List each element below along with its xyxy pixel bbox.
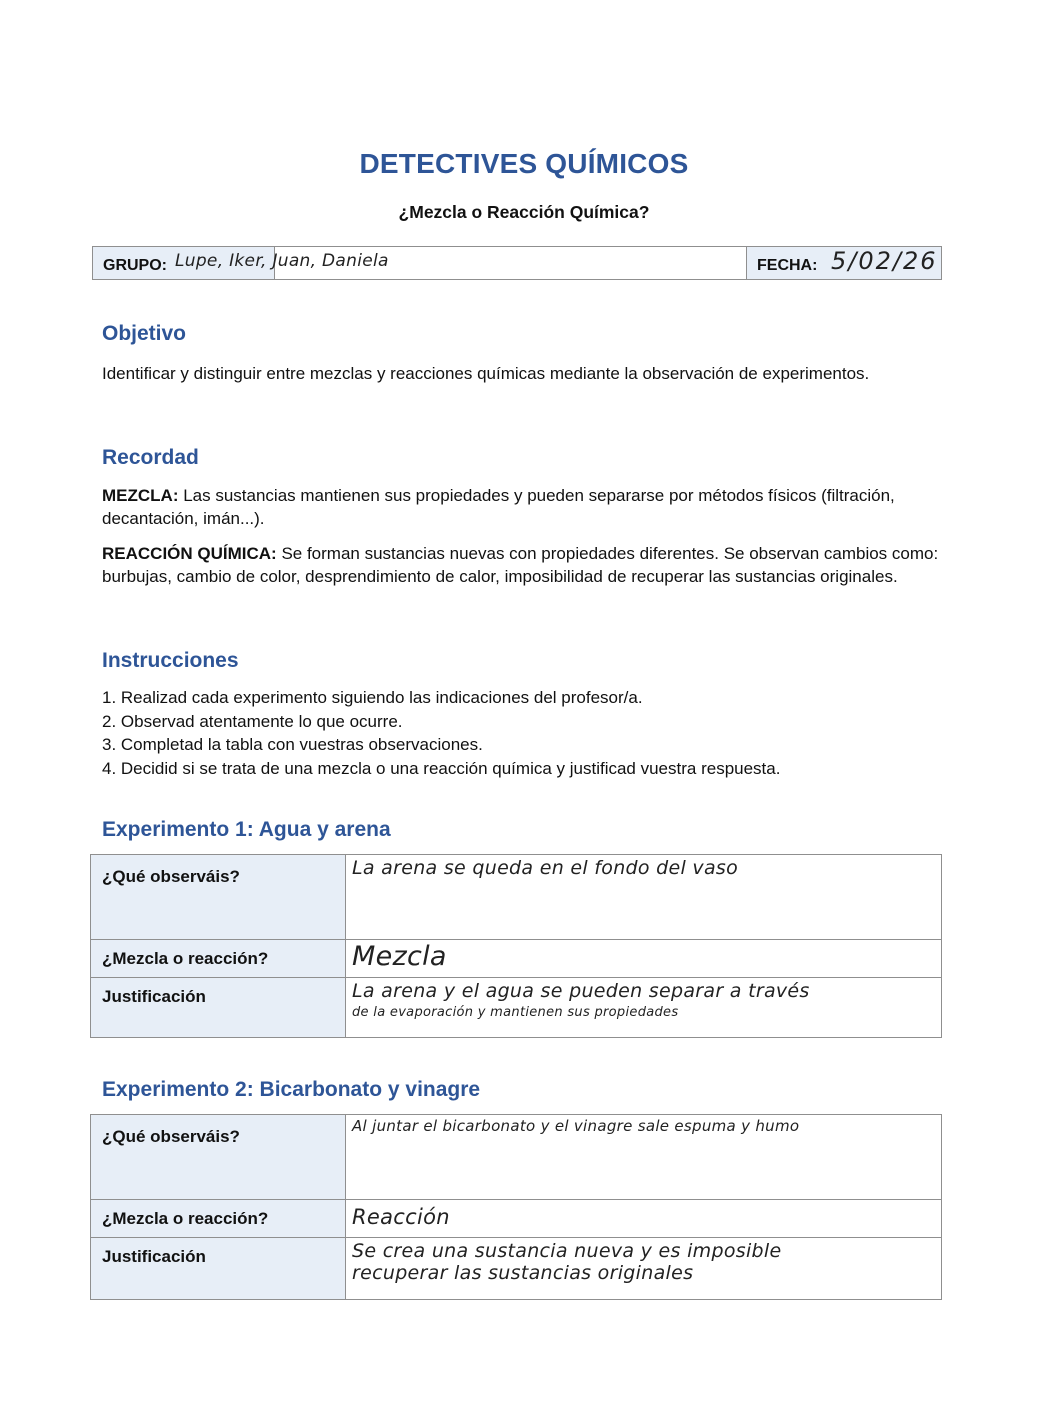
justification-label: Justificación [91,1238,346,1299]
instruction-item: 4. Decidid si se trata de una mezcla o una reacción química y justificad vuestra respuesta. [102,758,781,778]
group-value-field[interactable]: Lupe, Iker, Juan, Daniela [175,251,389,271]
experiment-2-heading: Experimento 2: Bicarbonato y vinagre [102,1078,481,1101]
group-date-table [92,246,942,280]
table-row [91,1199,941,1237]
mixture-term: MEZCLA: [102,486,179,505]
justification-field[interactable] [346,1238,941,1299]
justification-line-1: Se crea una sustancia nueva y es imposible [352,1240,782,1262]
reaction-definition [102,542,962,588]
experiment-1-heading: Experimento 1: Agua y arena [102,818,391,841]
type-field[interactable]: Mezcla [352,941,447,972]
mixture-definition [102,484,962,530]
observe-field[interactable]: Al juntar el bicarbonato y el vinagre sale espuma y humo [352,1117,800,1135]
justification-field[interactable] [346,978,941,1037]
reaction-text: Se forman sustancias nuevas con propiedades diferentes. Se observan cambios como: burbujas, cambio de color, desprendimiento de calor, imposibilidad de recuperar las sustancias originales. [102,544,939,586]
type-label: ¿Mezcla o reacción? [91,940,346,977]
table-row [91,855,941,939]
justification-line-2: recuperar las sustancias originales [352,1262,694,1284]
date-label: FECHA: [757,257,818,274]
objective-text: Identificar y distinguir entre mezclas y reacciones químicas mediante la observación de experimentos. [102,364,870,383]
group-label: GRUPO: [103,257,167,274]
experiment-1-table [90,854,942,1038]
table-row [91,1115,941,1199]
instruction-item: 3. Completad la tabla con vuestras observaciones. [102,735,483,754]
justification-label: Justificación [91,978,346,1037]
instructions-heading: Instrucciones [102,649,239,672]
date-value-field[interactable]: 5/02/26 [831,247,938,275]
justification-line-2: de la evaporación y mantienen sus propiedades [352,1005,679,1020]
document-subtitle: ¿Mezcla o Reacción Química? [398,202,650,222]
reaction-term: REACCIÓN QUÍMICA: [102,544,277,563]
justification-line-1: La arena y el agua se pueden separar a través [352,980,810,1002]
date-cell [747,247,941,279]
type-label: ¿Mezcla o reacción? [91,1200,346,1237]
instruction-item: 2. Observad atentamente lo que ocurre. [102,711,403,731]
experiment-2-table [90,1114,942,1300]
table-row [91,1237,941,1299]
observe-label: ¿Qué observáis? [91,855,346,939]
table-row [91,977,941,1037]
document-title: DETECTIVES QUÍMICOS [359,148,689,179]
table-row [91,939,941,977]
instruction-item: 1. Realizad cada experimento siguiendo las indicaciones del profesor/a. [102,688,643,707]
observe-field[interactable]: La arena se queda en el fondo del vaso [352,857,739,879]
type-field[interactable]: Reacción [352,1205,450,1229]
objective-heading: Objetivo [102,322,187,345]
remember-heading: Recordad [102,446,199,469]
instructions-list [102,686,962,780]
mixture-text: Las sustancias mantienen sus propiedades y pueden separarse por métodos físicos (filtración, decantación, imán...). [102,486,895,528]
observe-label: ¿Qué observáis? [91,1115,346,1199]
group-label-cell [93,247,389,279]
